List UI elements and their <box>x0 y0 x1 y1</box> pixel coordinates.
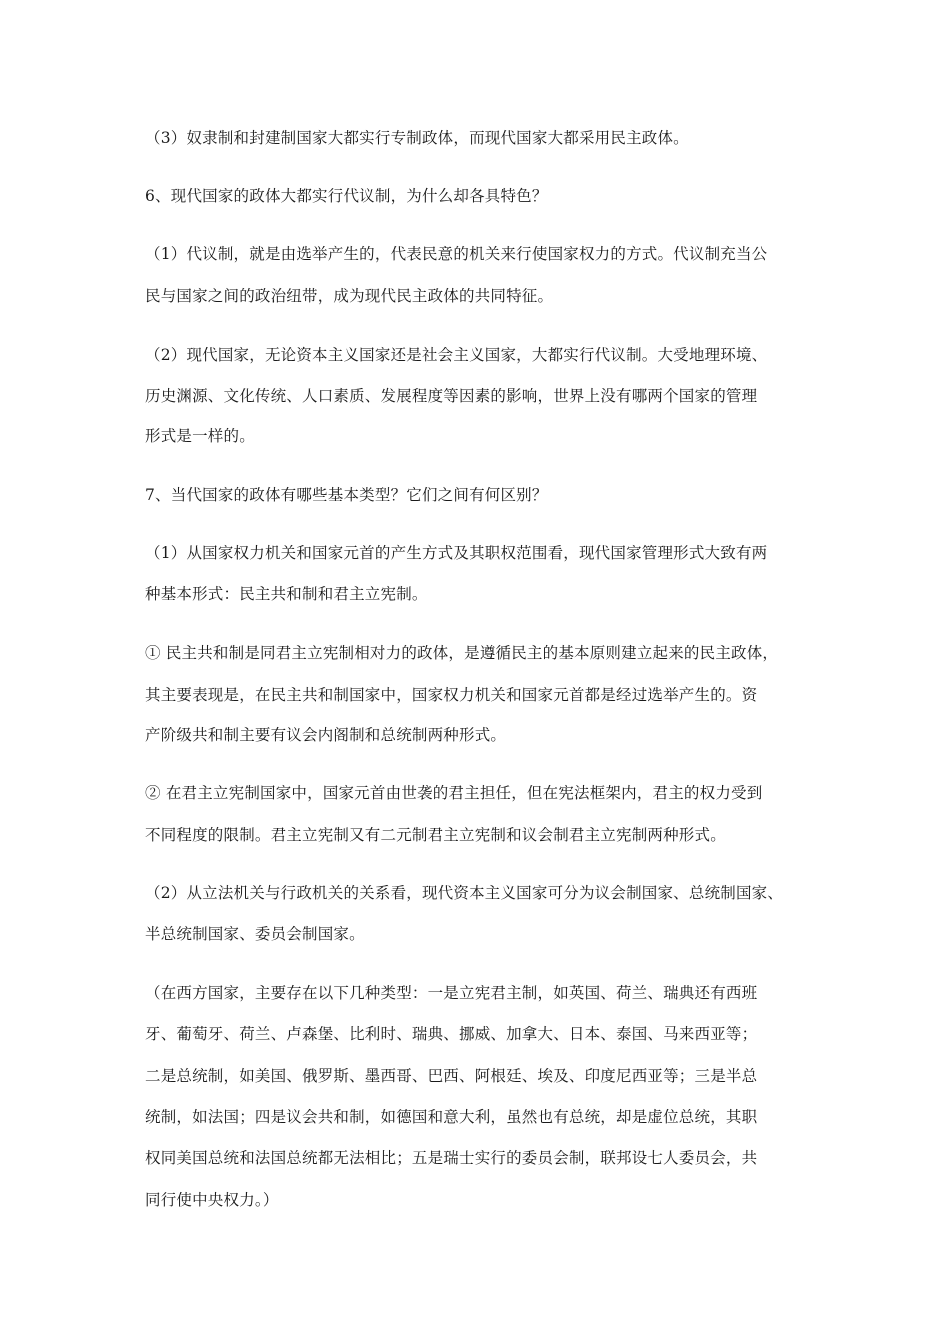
text-line: （在西方国家，主要存在以下几种类型：一是立宪君主制，如英国、荷兰、瑞典还有西班 <box>145 984 758 1002</box>
text-line: 产阶级共和制主要有议会内阁制和总统制两种形式。 <box>145 726 507 744</box>
text-line: （2）从立法机关与行政机关的关系看，现代资本主义国家可分为议会制国家、总统制国家、 <box>145 884 784 902</box>
text-line: 统制，如法国；四是议会共和制，如德国和意大利，虽然也有总统，却是虚位总统，其职 <box>145 1108 758 1126</box>
text-line: （1）从国家权力机关和国家元首的产生方式及其职权范围看，现代国家管理形式大致有两 <box>145 544 768 562</box>
section-heading: 6、现代国家的政体大都实行代议制，为什么却各具特色？ <box>145 187 548 205</box>
text-line: ① 民主共和制是同君主立宪制相对力的政体，是遵循民主的基本原则建立起来的民主政体， <box>145 644 779 662</box>
text-line: （1）代议制，就是由选举产生的，代表民意的机关来行使国家权力的方式。代议制充当公 <box>145 245 768 263</box>
text-line: 种基本形式：民主共和制和君主立宪制。 <box>145 585 428 603</box>
text-line: （3）奴隶制和封建制国家大都实行专制政体，而现代国家大都采用民主政体。 <box>145 129 689 147</box>
section-heading: 7、当代国家的政体有哪些基本类型？它们之间有何区别？ <box>145 486 548 504</box>
text-line: 同行使中央权力。） <box>145 1191 279 1209</box>
text-line: 半总统制国家、委员会制国家。 <box>145 925 365 943</box>
text-line: 牙、葡萄牙、荷兰、卢森堡、比利时、瑞典、挪威、加拿大、日本、泰国、马来西亚等； <box>145 1025 758 1043</box>
text-line: 形式是一样的。 <box>145 427 255 445</box>
text-line: ② 在君主立宪制国家中，国家元首由世袭的君主担任，但在宪法框架内，君主的权力受到 <box>145 784 763 802</box>
text-line: 其主要表现是，在民主共和制国家中，国家权力机关和国家元首都是经过选举产生的。资 <box>145 686 758 704</box>
text-line: 不同程度的限制。君主立宪制又有二元制君主立宪制和议会制君主立宪制两种形式。 <box>145 826 726 844</box>
text-line: 权同美国总统和法国总统都无法相比；五是瑞士实行的委员会制，联邦设七人委员会，共 <box>145 1149 758 1167</box>
text-line: （2）现代国家，无论资本主义国家还是社会主义国家，大都实行代议制。大受地理环境、 <box>145 346 768 364</box>
text-line: 历史渊源、文化传统、人口素质、发展程度等因素的影响，世界上没有哪两个国家的管理 <box>145 387 758 405</box>
text-line: 民与国家之间的政治纽带，成为现代民主政体的共同特征。 <box>145 287 554 305</box>
text-line: 二是总统制，如美国、俄罗斯、墨西哥、巴西、阿根廷、埃及、印度尼西亚等；三是半总 <box>145 1067 758 1085</box>
